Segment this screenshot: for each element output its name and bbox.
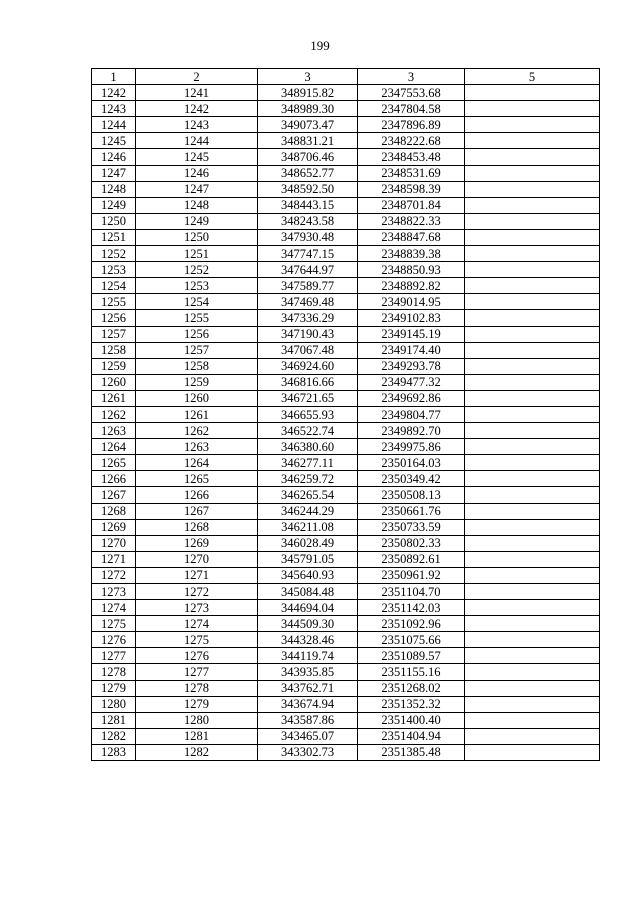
table-cell: 345791.05 bbox=[258, 551, 358, 567]
table-cell: 2351089.57 bbox=[358, 648, 465, 664]
table-cell: 1249 bbox=[92, 197, 136, 213]
table-row bbox=[92, 262, 600, 278]
table-cell bbox=[465, 535, 600, 551]
table-cell bbox=[465, 712, 600, 728]
table-cell: 346277.11 bbox=[258, 455, 358, 471]
table-cell: 344509.30 bbox=[258, 616, 358, 632]
table-row bbox=[92, 197, 600, 213]
table-cell: 347589.77 bbox=[258, 278, 358, 294]
table-cell bbox=[465, 551, 600, 567]
table-cell: 346816.66 bbox=[258, 374, 358, 390]
table-cell: 1245 bbox=[136, 149, 258, 165]
table-cell: 1247 bbox=[92, 165, 136, 181]
table-cell: 1261 bbox=[92, 390, 136, 406]
table-cell: 2348453.48 bbox=[358, 149, 465, 165]
table-body bbox=[92, 85, 600, 761]
table-cell: 347747.15 bbox=[258, 246, 358, 262]
table-cell: 2348892.82 bbox=[358, 278, 465, 294]
table-row bbox=[92, 744, 600, 760]
column-header: 2 bbox=[136, 69, 258, 85]
table-cell: 2348222.68 bbox=[358, 133, 465, 149]
table-cell: 343762.71 bbox=[258, 680, 358, 696]
table-cell: 2349293.78 bbox=[358, 358, 465, 374]
table-cell: 1243 bbox=[136, 117, 258, 133]
table-cell: 2350961.92 bbox=[358, 567, 465, 583]
table-cell: 1242 bbox=[92, 85, 136, 101]
table-cell bbox=[465, 133, 600, 149]
table-cell bbox=[465, 503, 600, 519]
table-cell bbox=[465, 390, 600, 406]
table-cell: 345640.93 bbox=[258, 567, 358, 583]
table-cell: 1276 bbox=[136, 648, 258, 664]
table-row bbox=[92, 616, 600, 632]
table-row bbox=[92, 310, 600, 326]
table-cell: 1262 bbox=[136, 423, 258, 439]
table-row bbox=[92, 133, 600, 149]
table-cell: 1256 bbox=[136, 326, 258, 342]
table-cell: 2351400.40 bbox=[358, 712, 465, 728]
table-cell: 2349892.70 bbox=[358, 423, 465, 439]
table-cell: 2348850.93 bbox=[358, 262, 465, 278]
table-cell bbox=[465, 632, 600, 648]
table-cell bbox=[465, 680, 600, 696]
table-cell: 1273 bbox=[136, 600, 258, 616]
table-cell: 1258 bbox=[92, 342, 136, 358]
table-cell: 2350349.42 bbox=[358, 471, 465, 487]
table-cell: 2350892.61 bbox=[358, 551, 465, 567]
table-cell: 1246 bbox=[136, 165, 258, 181]
table-cell: 1254 bbox=[92, 278, 136, 294]
table-cell: 1260 bbox=[92, 374, 136, 390]
table-cell bbox=[465, 744, 600, 760]
table-cell bbox=[465, 213, 600, 229]
table-cell bbox=[465, 374, 600, 390]
table-cell: 1268 bbox=[136, 519, 258, 535]
table-cell: 343465.07 bbox=[258, 728, 358, 744]
table-cell: 1271 bbox=[92, 551, 136, 567]
table-cell: 1274 bbox=[136, 616, 258, 632]
table-row bbox=[92, 101, 600, 117]
table-cell bbox=[465, 471, 600, 487]
table-cell: 1271 bbox=[136, 567, 258, 583]
table-cell: 2347896.89 bbox=[358, 117, 465, 133]
table-cell: 1259 bbox=[136, 374, 258, 390]
table-row bbox=[92, 374, 600, 390]
table-cell: 1266 bbox=[92, 471, 136, 487]
table-cell: 2348531.69 bbox=[358, 165, 465, 181]
table-cell: 1280 bbox=[136, 712, 258, 728]
table-row bbox=[92, 342, 600, 358]
table-cell: 1246 bbox=[92, 149, 136, 165]
table-cell: 1277 bbox=[136, 664, 258, 680]
table-cell: 1249 bbox=[136, 213, 258, 229]
table-cell: 2351404.94 bbox=[358, 728, 465, 744]
table-cell: 2351385.48 bbox=[358, 744, 465, 760]
table-cell: 348592.50 bbox=[258, 181, 358, 197]
table-cell bbox=[465, 149, 600, 165]
table-cell: 1279 bbox=[136, 696, 258, 712]
table-cell: 347190.43 bbox=[258, 326, 358, 342]
table-cell: 344694.04 bbox=[258, 600, 358, 616]
table-cell bbox=[465, 229, 600, 245]
table-cell: 1242 bbox=[136, 101, 258, 117]
table-cell: 346259.72 bbox=[258, 471, 358, 487]
table-cell: 346028.49 bbox=[258, 535, 358, 551]
table-cell bbox=[465, 664, 600, 680]
table-cell: 347469.48 bbox=[258, 294, 358, 310]
table-cell: 1244 bbox=[136, 133, 258, 149]
table-cell bbox=[465, 423, 600, 439]
table-cell: 348831.21 bbox=[258, 133, 358, 149]
table-cell bbox=[465, 294, 600, 310]
table-row bbox=[92, 358, 600, 374]
table-row bbox=[92, 471, 600, 487]
column-header: 1 bbox=[92, 69, 136, 85]
table-cell bbox=[465, 101, 600, 117]
table-row bbox=[92, 712, 600, 728]
table-cell: 1256 bbox=[92, 310, 136, 326]
table-cell bbox=[465, 584, 600, 600]
table-cell: 2350733.59 bbox=[358, 519, 465, 535]
table-cell bbox=[465, 85, 600, 101]
table-cell: 348706.46 bbox=[258, 149, 358, 165]
table-cell bbox=[465, 616, 600, 632]
table-cell bbox=[465, 310, 600, 326]
table-cell: 347644.97 bbox=[258, 262, 358, 278]
column-header: 5 bbox=[465, 69, 600, 85]
table-cell: 344119.74 bbox=[258, 648, 358, 664]
table-row bbox=[92, 584, 600, 600]
table-cell bbox=[465, 455, 600, 471]
table-cell: 346211.08 bbox=[258, 519, 358, 535]
table-cell bbox=[465, 181, 600, 197]
table-row bbox=[92, 181, 600, 197]
table-cell bbox=[465, 487, 600, 503]
table-cell bbox=[465, 696, 600, 712]
table-row bbox=[92, 246, 600, 262]
table-cell: 346721.65 bbox=[258, 390, 358, 406]
table-cell: 1281 bbox=[136, 728, 258, 744]
table-cell: 1257 bbox=[92, 326, 136, 342]
table-row bbox=[92, 439, 600, 455]
column-header: 3 bbox=[358, 69, 465, 85]
table-row bbox=[92, 503, 600, 519]
table-cell: 1248 bbox=[136, 197, 258, 213]
table-cell bbox=[465, 406, 600, 422]
table-cell: 2349804.77 bbox=[358, 406, 465, 422]
table-row bbox=[92, 213, 600, 229]
table-cell: 346380.60 bbox=[258, 439, 358, 455]
table-cell: 343935.85 bbox=[258, 664, 358, 680]
table-cell: 2349014.95 bbox=[358, 294, 465, 310]
table-cell: 2349477.32 bbox=[358, 374, 465, 390]
table-cell: 347067.48 bbox=[258, 342, 358, 358]
table-cell bbox=[465, 197, 600, 213]
table-row bbox=[92, 278, 600, 294]
table-cell: 345084.48 bbox=[258, 584, 358, 600]
table-cell: 1278 bbox=[92, 664, 136, 680]
table-cell: 1281 bbox=[92, 712, 136, 728]
table-cell: 349073.47 bbox=[258, 117, 358, 133]
table-row bbox=[92, 487, 600, 503]
table-cell: 1265 bbox=[92, 455, 136, 471]
table-cell: 2350802.33 bbox=[358, 535, 465, 551]
table-cell: 1255 bbox=[136, 310, 258, 326]
table-cell: 346244.29 bbox=[258, 503, 358, 519]
table-cell: 2349102.83 bbox=[358, 310, 465, 326]
table-cell bbox=[465, 439, 600, 455]
table-cell: 1250 bbox=[92, 213, 136, 229]
table-cell: 1275 bbox=[92, 616, 136, 632]
table-cell: 1245 bbox=[92, 133, 136, 149]
table-cell bbox=[465, 342, 600, 358]
table-cell: 346924.60 bbox=[258, 358, 358, 374]
table-cell: 1264 bbox=[92, 439, 136, 455]
table-cell: 1267 bbox=[136, 503, 258, 519]
table-row bbox=[92, 165, 600, 181]
table-cell: 1247 bbox=[136, 181, 258, 197]
table-cell bbox=[465, 728, 600, 744]
table-cell: 2350164.03 bbox=[358, 455, 465, 471]
table-cell: 346522.74 bbox=[258, 423, 358, 439]
table-cell: 1250 bbox=[136, 229, 258, 245]
table-cell: 2347804.58 bbox=[358, 101, 465, 117]
table-cell: 1263 bbox=[136, 439, 258, 455]
table-row bbox=[92, 326, 600, 342]
table-cell bbox=[465, 278, 600, 294]
page-number: 199 bbox=[310, 38, 330, 53]
table-cell: 1253 bbox=[136, 278, 258, 294]
table-cell: 2351268.02 bbox=[358, 680, 465, 696]
table-row bbox=[92, 294, 600, 310]
table-cell: 1273 bbox=[92, 584, 136, 600]
table-cell: 1282 bbox=[136, 744, 258, 760]
table-cell: 1244 bbox=[92, 117, 136, 133]
table-cell: 1255 bbox=[92, 294, 136, 310]
table-cell bbox=[465, 326, 600, 342]
table-cell: 1272 bbox=[136, 584, 258, 600]
table-cell: 1263 bbox=[92, 423, 136, 439]
table-cell: 1277 bbox=[92, 648, 136, 664]
table-cell: 2348822.33 bbox=[358, 213, 465, 229]
table-cell: 2348598.39 bbox=[358, 181, 465, 197]
table-cell: 1257 bbox=[136, 342, 258, 358]
table-cell: 1253 bbox=[92, 262, 136, 278]
table-cell bbox=[465, 600, 600, 616]
table-cell: 1261 bbox=[136, 406, 258, 422]
table-cell: 1278 bbox=[136, 680, 258, 696]
table-cell: 2348847.68 bbox=[358, 229, 465, 245]
table-row bbox=[92, 728, 600, 744]
table-row bbox=[92, 519, 600, 535]
table-cell: 1268 bbox=[92, 503, 136, 519]
table-cell: 1264 bbox=[136, 455, 258, 471]
table-cell: 344328.46 bbox=[258, 632, 358, 648]
table-cell: 2351142.03 bbox=[358, 600, 465, 616]
table-cell: 1260 bbox=[136, 390, 258, 406]
table-cell: 2351075.66 bbox=[358, 632, 465, 648]
table-cell bbox=[465, 117, 600, 133]
coordinates-table bbox=[91, 68, 600, 761]
table-cell: 343587.86 bbox=[258, 712, 358, 728]
table-cell bbox=[465, 262, 600, 278]
table-cell: 2349975.86 bbox=[358, 439, 465, 455]
table-cell: 346265.54 bbox=[258, 487, 358, 503]
table-cell: 1276 bbox=[92, 632, 136, 648]
table-cell: 347336.29 bbox=[258, 310, 358, 326]
table-row bbox=[92, 455, 600, 471]
table-cell: 2349174.40 bbox=[358, 342, 465, 358]
table-cell: 1283 bbox=[92, 744, 136, 760]
table-cell: 1252 bbox=[92, 246, 136, 262]
table-cell: 1282 bbox=[92, 728, 136, 744]
table-cell: 2348701.84 bbox=[358, 197, 465, 213]
table-cell bbox=[465, 648, 600, 664]
table-cell: 1251 bbox=[136, 246, 258, 262]
table-cell: 1241 bbox=[136, 85, 258, 101]
table-row bbox=[92, 535, 600, 551]
table-cell: 1254 bbox=[136, 294, 258, 310]
table-cell: 348443.15 bbox=[258, 197, 358, 213]
table-cell: 1280 bbox=[92, 696, 136, 712]
table-cell: 1274 bbox=[92, 600, 136, 616]
table-cell: 1262 bbox=[92, 406, 136, 422]
table-cell: 1267 bbox=[92, 487, 136, 503]
table-cell: 348989.30 bbox=[258, 101, 358, 117]
table-row bbox=[92, 664, 600, 680]
table-cell: 2350661.76 bbox=[358, 503, 465, 519]
table-row bbox=[92, 229, 600, 245]
table-cell: 1265 bbox=[136, 471, 258, 487]
table-row bbox=[92, 149, 600, 165]
table-cell: 1248 bbox=[92, 181, 136, 197]
table-row bbox=[92, 632, 600, 648]
table-row bbox=[92, 648, 600, 664]
table-cell: 2351352.32 bbox=[358, 696, 465, 712]
table-cell: 2348839.38 bbox=[358, 246, 465, 262]
column-header: 3 bbox=[258, 69, 358, 85]
table-cell: 1258 bbox=[136, 358, 258, 374]
table-cell: 1243 bbox=[92, 101, 136, 117]
table-cell: 1279 bbox=[92, 680, 136, 696]
table-cell: 2349145.19 bbox=[358, 326, 465, 342]
table-cell: 1259 bbox=[92, 358, 136, 374]
table-cell: 1270 bbox=[92, 535, 136, 551]
table-cell: 343302.73 bbox=[258, 744, 358, 760]
table-cell: 1272 bbox=[92, 567, 136, 583]
table-cell: 1252 bbox=[136, 262, 258, 278]
table-row bbox=[92, 406, 600, 422]
table-cell: 343674.94 bbox=[258, 696, 358, 712]
table-cell: 1251 bbox=[92, 229, 136, 245]
table-row bbox=[92, 85, 600, 101]
table-row bbox=[92, 390, 600, 406]
table-row bbox=[92, 696, 600, 712]
table-cell: 1269 bbox=[136, 535, 258, 551]
table-cell: 2349692.86 bbox=[358, 390, 465, 406]
table-cell bbox=[465, 165, 600, 181]
table-row bbox=[92, 680, 600, 696]
table-cell bbox=[465, 567, 600, 583]
table-cell: 2351092.96 bbox=[358, 616, 465, 632]
table-cell bbox=[465, 519, 600, 535]
table-cell: 348915.82 bbox=[258, 85, 358, 101]
table-cell: 2347553.68 bbox=[358, 85, 465, 101]
table-cell: 348652.77 bbox=[258, 165, 358, 181]
table-cell: 2351104.70 bbox=[358, 584, 465, 600]
table-row bbox=[92, 600, 600, 616]
table-row bbox=[92, 551, 600, 567]
table-cell bbox=[465, 246, 600, 262]
table-header-row bbox=[92, 69, 600, 85]
table-cell: 1270 bbox=[136, 551, 258, 567]
table-cell bbox=[465, 358, 600, 374]
table-cell: 2350508.13 bbox=[358, 487, 465, 503]
table-cell: 346655.93 bbox=[258, 406, 358, 422]
table-row bbox=[92, 567, 600, 583]
table-cell: 347930.48 bbox=[258, 229, 358, 245]
table-cell: 1266 bbox=[136, 487, 258, 503]
table-cell: 1275 bbox=[136, 632, 258, 648]
table-cell: 1269 bbox=[92, 519, 136, 535]
table-row bbox=[92, 423, 600, 439]
table-cell: 2351155.16 bbox=[358, 664, 465, 680]
table-row bbox=[92, 117, 600, 133]
table-cell: 348243.58 bbox=[258, 213, 358, 229]
